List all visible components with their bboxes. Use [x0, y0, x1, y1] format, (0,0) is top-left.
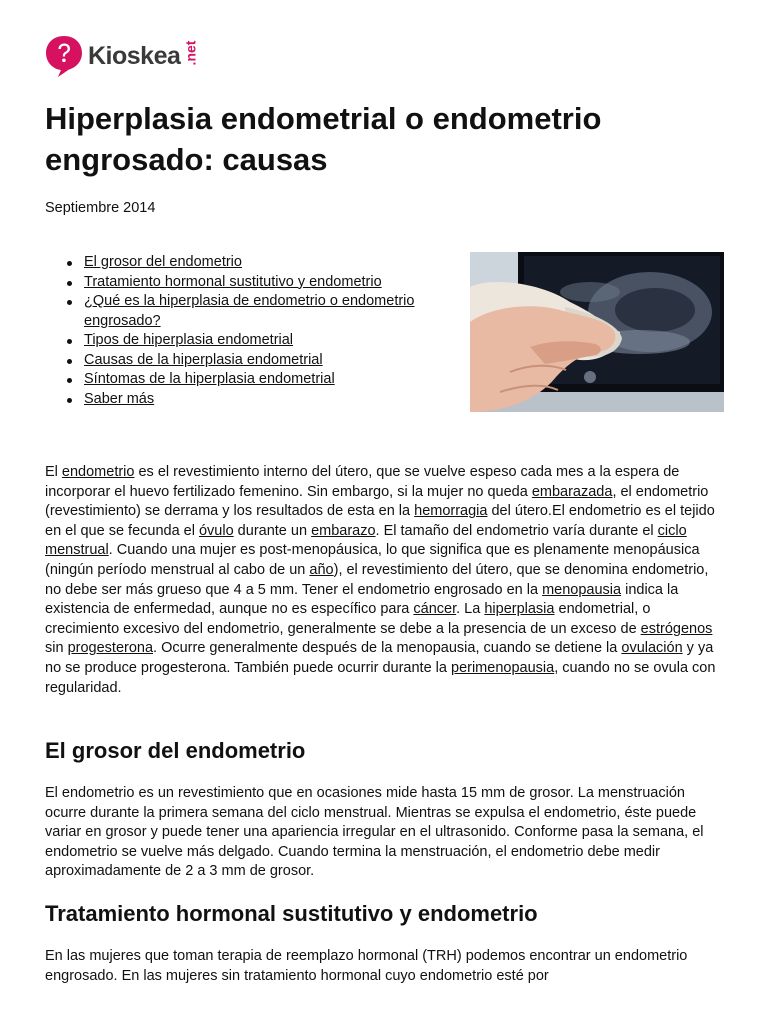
text-run: , cuando no se ovula con regularidad. [45, 659, 716, 696]
text-run: sin [45, 640, 68, 657]
glossary-link[interactable]: cáncer [413, 601, 457, 618]
toc-item [84, 351, 494, 371]
article-title: Hiperplasia endometrial o endometrio engrosado: causas [45, 101, 602, 177]
glossary-link[interactable]: endometrio [61, 464, 135, 480]
toc-item [84, 253, 494, 273]
text-run: . La [456, 601, 485, 618]
section-heading-tratamiento: Tratamiento hormonal sustitutivo y endometrio [45, 901, 538, 926]
toc-link[interactable]: Síntomas de la hiperplasia endometrial [84, 371, 335, 387]
glossary-link[interactable]: hemorragia [414, 503, 488, 520]
toc-item [84, 370, 494, 390]
glossary-link[interactable]: año [309, 561, 334, 578]
site-logo[interactable] [44, 34, 203, 78]
text-run: durante un [233, 522, 312, 539]
glossary-link[interactable]: hiperplasia [484, 601, 555, 618]
glossary-link[interactable]: progesterona [67, 640, 154, 657]
text-run: del útero.El endometrio es el tejido en el que se fecunda el [45, 503, 715, 539]
text-run: . El tamaño del endometrio varía durante el [375, 522, 658, 539]
glossary-link[interactable]: menopausia [542, 581, 622, 598]
glossary-link[interactable]: perimenopausia [451, 659, 555, 676]
logo-tld: .net [182, 40, 199, 66]
text-run: ), el revestimiento del útero, que se denomina endometrio, no debe ser más grueso que 4 a 5 mm. Tener el endometrio engrosado en la [45, 561, 709, 598]
text-run: es el revestimiento interno del útero, que se vuelve espeso cada mes a la espera de incorporar el huevo fertilizado femenino. Sin embargo, si la mujer no queda [45, 464, 680, 500]
toc-item [84, 273, 494, 293]
ultrasound-photo [470, 252, 724, 412]
section-heading-grosor: El grosor del endometrio [45, 738, 306, 763]
toc-link[interactable]: Causas de la hiperplasia endometrial [84, 351, 323, 368]
toc-link[interactable]: Tratamiento hormonal sustitutivo y endometrio [84, 273, 382, 290]
glossary-link[interactable]: ovulación [621, 640, 683, 657]
glossary-link[interactable]: embarazada [531, 483, 613, 500]
glossary-link[interactable]: ciclo menstrual [45, 522, 687, 559]
text-run: endometrial, o crecimiento excesivo del endometrio, generalmente se debe a la presencia de un exceso de [45, 601, 651, 637]
kioskea-logo-icon [44, 34, 84, 78]
glossary-link[interactable]: embarazo [311, 522, 376, 539]
toc-link[interactable]: Tipos de hiperplasia endometrial [84, 332, 294, 348]
glossary-link[interactable]: óvulo [198, 522, 234, 539]
text-run: , el endometrio (revestimiento) se derrama y los resultados de esta en la [45, 483, 709, 520]
toc-item [84, 331, 494, 351]
article-date: Septiembre 2014 [45, 200, 156, 216]
ultrasound-illustration [470, 252, 724, 412]
toc-item [84, 292, 494, 331]
text-run: . Ocurre generalmente después de la menopausia, cuando se detiene la [153, 640, 622, 657]
text-run: indica la existencia de enfermedad, aunque no es específico para [45, 581, 679, 618]
glossary-link[interactable]: estrógenos [640, 620, 713, 637]
toc-link[interactable]: ¿Qué es la hiperplasia de endometrio o endometrio engrosado? [84, 293, 415, 329]
toc-link[interactable]: Saber más [84, 390, 155, 407]
text-run: El [45, 464, 62, 480]
intro-paragraph [45, 463, 727, 698]
section-paragraph-tratamiento: En las mujeres que toman terapia de reemplazo hormonal (TRH) podemos encontrar un endometrio engrosado. En las mujeres sin tratamiento hormonal cuyo endometrio esté por [45, 948, 688, 984]
text-run: y ya no se produce progesterona. También puede ocurrir durante la [45, 640, 714, 676]
text-run: . Cuando una mujer es post-menopáusica, lo que significa que es plenamente menopáusica (ningún período menstrual al cabo de un [45, 542, 700, 578]
logo-wordmark: Kioskea [88, 41, 181, 70]
section-paragraph-grosor: El endometrio es un revestimiento que en ocasiones mide hasta 15 mm de grosor. La menstruación ocurre durante la primera semana del ciclo menstrual. Mientras se expulsa el endometrio, éste puede variar en grosor y puede tener una apariencia irregular en el ultrasonido. Conforme pasa la semana, el endometrio se vuelve más delgado. Cuando termina la menstruación, el endometrio debe medir aproximadamente de 2 a 3 mm de grosor. [45, 785, 704, 880]
table-of-contents [45, 253, 494, 409]
toc-link[interactable]: El grosor del endometrio [84, 254, 242, 270]
toc-item [84, 390, 494, 410]
